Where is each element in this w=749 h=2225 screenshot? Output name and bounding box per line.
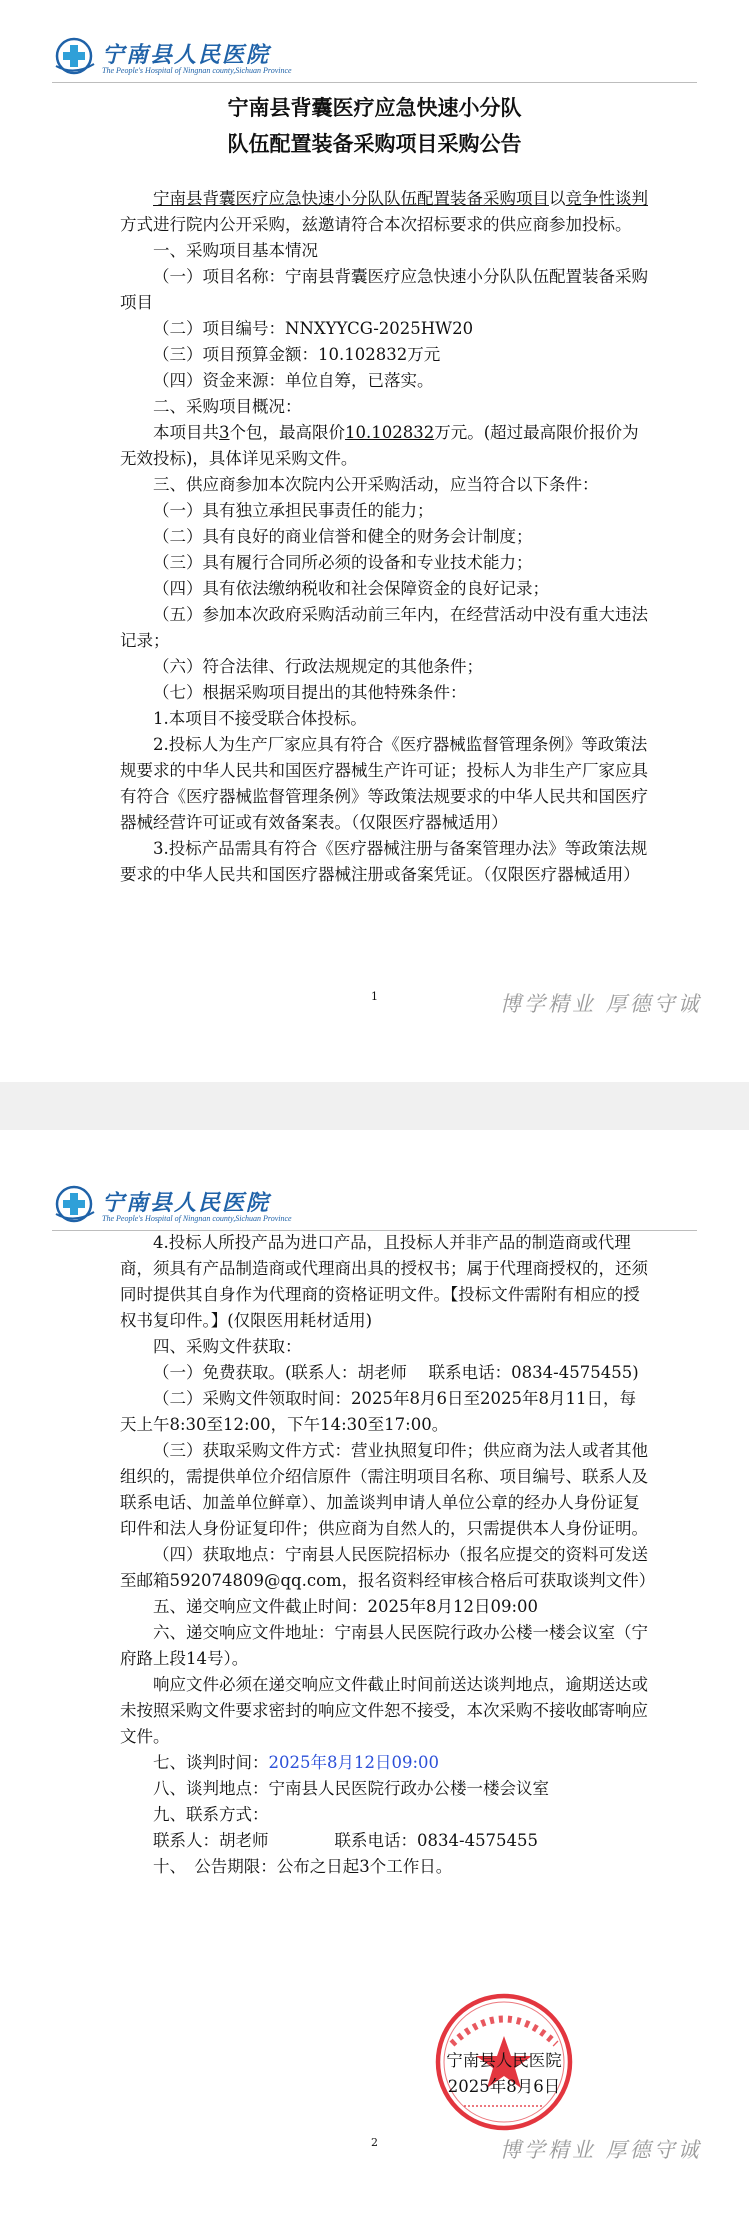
section-6-note: 响应文件必须在递交响应文件截止时间前送达谈判地点，逾期送达或未按照采购文件要求密封的响应文件恕不接受，本次采购不接收邮寄响应文件。 — [120, 1675, 648, 1746]
condition-3: 3.投标产品需具有符合《医疗器械注册与备案管理办法》等政策法规要求的中华人民共和国医疗器械注册或备案凭证。（仅限医疗器械适用） — [120, 839, 648, 884]
section-4-item-1: （一）免费获取。(联系人：胡老师 联系电话：0834-4575455) — [153, 1363, 639, 1382]
s2-part-a: 本项目共 — [153, 423, 219, 442]
section-3-heading: 三、供应商参加本次院内公开采购活动，应当符合以下条件： — [153, 475, 599, 494]
section-7-negotiation-time — [120, 1750, 650, 1776]
signing-organization: 宁南县人民医院 — [446, 2051, 562, 2070]
negotiation-time: 2025年8月12日09:00 — [268, 1753, 440, 1772]
section-3-item-6: （六）符合法律、行政法规规定的其他条件； — [153, 657, 483, 676]
section-10-period: 十、 公告期限：公布之日起3个工作日。 — [153, 1857, 453, 1876]
section-4-item-2: （二）采购文件领取时间：2025年8月6日至2025年8月11日，每天上午8:30至12:00，下午14:30至17:00。 — [120, 1389, 636, 1434]
hospital-name-en: The People's Hospital of Ningnan county,Sichuan Province — [102, 1214, 292, 1223]
intro-connector: 以 — [549, 189, 566, 208]
section-3-item-4: （四）具有依法缴纳税收和社会保障资金的良好记录； — [153, 579, 549, 598]
condition-4: 4.投标人所投产品为进口产品，且投标人并非产品的制造商或代理商，须具有产品制造商或代理商出具的授权书；属于代理商授权的，还须同时提供其自身作为代理商的资格证明文件。【投标文件需附有相应的授权书复印件。】(仅限医用耗材适用) — [120, 1233, 648, 1330]
s2-part-c: 万元。(超过最高限价报价为无效投标)，具体详见采购文件。 — [120, 423, 639, 468]
hospital-header — [52, 1184, 692, 1228]
intro-rest: 方式进行院内公开采购，兹邀请符合本次招标要求的供应商参加投标。 — [120, 215, 632, 234]
condition-1: 1.本项目不接受联合体投标。 — [153, 709, 367, 728]
header-divider — [52, 82, 697, 83]
section-1-heading: 一、采购项目基本情况 — [153, 241, 318, 260]
document-title-line-2: 队伍配置装备采购项目采购公告 — [227, 132, 522, 156]
section-3-item-2: （二）具有良好的商业信誉和健全的财务会计制度； — [153, 527, 533, 546]
section-3-item-7: （七）根据采购项目提出的其他特殊条件： — [153, 683, 467, 702]
s2-part-b: 个包，最高限价 — [229, 423, 345, 442]
intro-procurement-method: 竞争性谈判 — [565, 189, 648, 208]
document-page-1 — [0, 0, 749, 1082]
contact-line: 联系人：胡老师 联系电话：0834-4575455 — [153, 1831, 539, 1850]
section-6-address: 六、递交响应文件地址：宁南县人民医院行政办公楼一楼会议室（宁府路上段14号）。 — [120, 1623, 648, 1668]
section-3-item-5: （五）参加本次政府采购活动前三年内，在经营活动中没有重大违法记录； — [120, 605, 648, 650]
hospital-motto: 博学精业 厚德守诚 — [500, 2138, 702, 2162]
page-number: 2 — [371, 2136, 378, 2149]
page-2-body — [120, 1230, 656, 1880]
hospital-logo-icon — [52, 1184, 98, 1224]
section-2-text — [120, 420, 650, 472]
section-1-item-4: （四）资金来源：单位自筹，已落实。 — [153, 371, 434, 390]
section-1-item-3: （三）项目预算金额：10.102832万元 — [153, 345, 441, 364]
package-count: 3 — [219, 423, 230, 442]
hospital-header — [52, 36, 692, 80]
section-8-location: 八、谈判地点：宁南县人民医院行政办公楼一楼会议室 — [153, 1779, 549, 1798]
intro-project-name: 宁南县背囊医疗应急快速小分队队伍配置装备采购项目 — [153, 189, 549, 208]
condition-2: 2.投标人为生产厂家应具有符合《医疗器械监督管理条例》等政策法规要求的中华人民共和国医疗器械生产许可证；投标人为非生产厂家应具有符合《医疗器械监督管理条例》等政策法规要求的中华人民共和国医疗器械经营许可证或有效备案表。（仅限医疗器械适用） — [120, 735, 648, 832]
section-4-item-4: （四）获取地点：宁南县人民医院招标办（报名应提交的资料可发送至邮箱592074809@qq.com，报名资料经审核合格后可获取谈判文件） — [120, 1545, 656, 1590]
section-3-item-1: （一）具有独立承担民事责任的能力； — [153, 501, 434, 520]
section-4-item-3: （三）获取采购文件方式：营业执照复印件；供应商为法人或者其他组织的，需提供单位介绍信原件（需注明项目名称、项目编号、联系人及联系电话、加盖单位鲜章）、加盖谈判申请人单位公章的经办人身份证复印件和法人身份证复印件；供应商为自然人的，只需提供本人身份证明。 — [120, 1441, 648, 1538]
section-4-heading: 四、采购文件获取： — [153, 1337, 302, 1356]
document-page-2 — [0, 1130, 749, 2225]
section-5-deadline: 五、递交响应文件截止时间：2025年8月12日09:00 — [153, 1597, 539, 1616]
page-number: 1 — [371, 990, 378, 1003]
hospital-name-cn: 宁南县人民医院 — [102, 42, 271, 68]
s7-label: 七、谈判时间： — [153, 1753, 269, 1772]
hospital-logo-icon — [52, 36, 98, 76]
section-1-item-1: （一）项目名称：宁南县背囊医疗应急快速小分队队伍配置装备采购项目 — [120, 267, 648, 312]
max-price: 10.102832 — [345, 423, 435, 442]
section-1-item-2: （二）项目编号：NNXYYCG-2025HW20 — [153, 319, 474, 338]
section-2-heading: 二、采购项目概况： — [153, 397, 302, 416]
signing-date: 2025年8月6日 — [447, 2077, 561, 2096]
section-9-heading: 九、联系方式： — [153, 1805, 269, 1824]
intro-paragraph — [120, 186, 650, 238]
signature-block — [404, 1984, 604, 2144]
hospital-motto: 博学精业 厚德守诚 — [500, 992, 702, 1016]
hospital-name-cn: 宁南县人民医院 — [102, 1190, 271, 1216]
page-1-body — [120, 186, 650, 888]
section-3-item-3: （三）具有履行合同所必须的设备和专业技术能力； — [153, 553, 533, 572]
document-title-line-1: 宁南县背囊医疗应急快速小分队 — [227, 96, 522, 120]
hospital-name-en: The People's Hospital of Ningnan county,Sichuan Province — [102, 66, 292, 75]
